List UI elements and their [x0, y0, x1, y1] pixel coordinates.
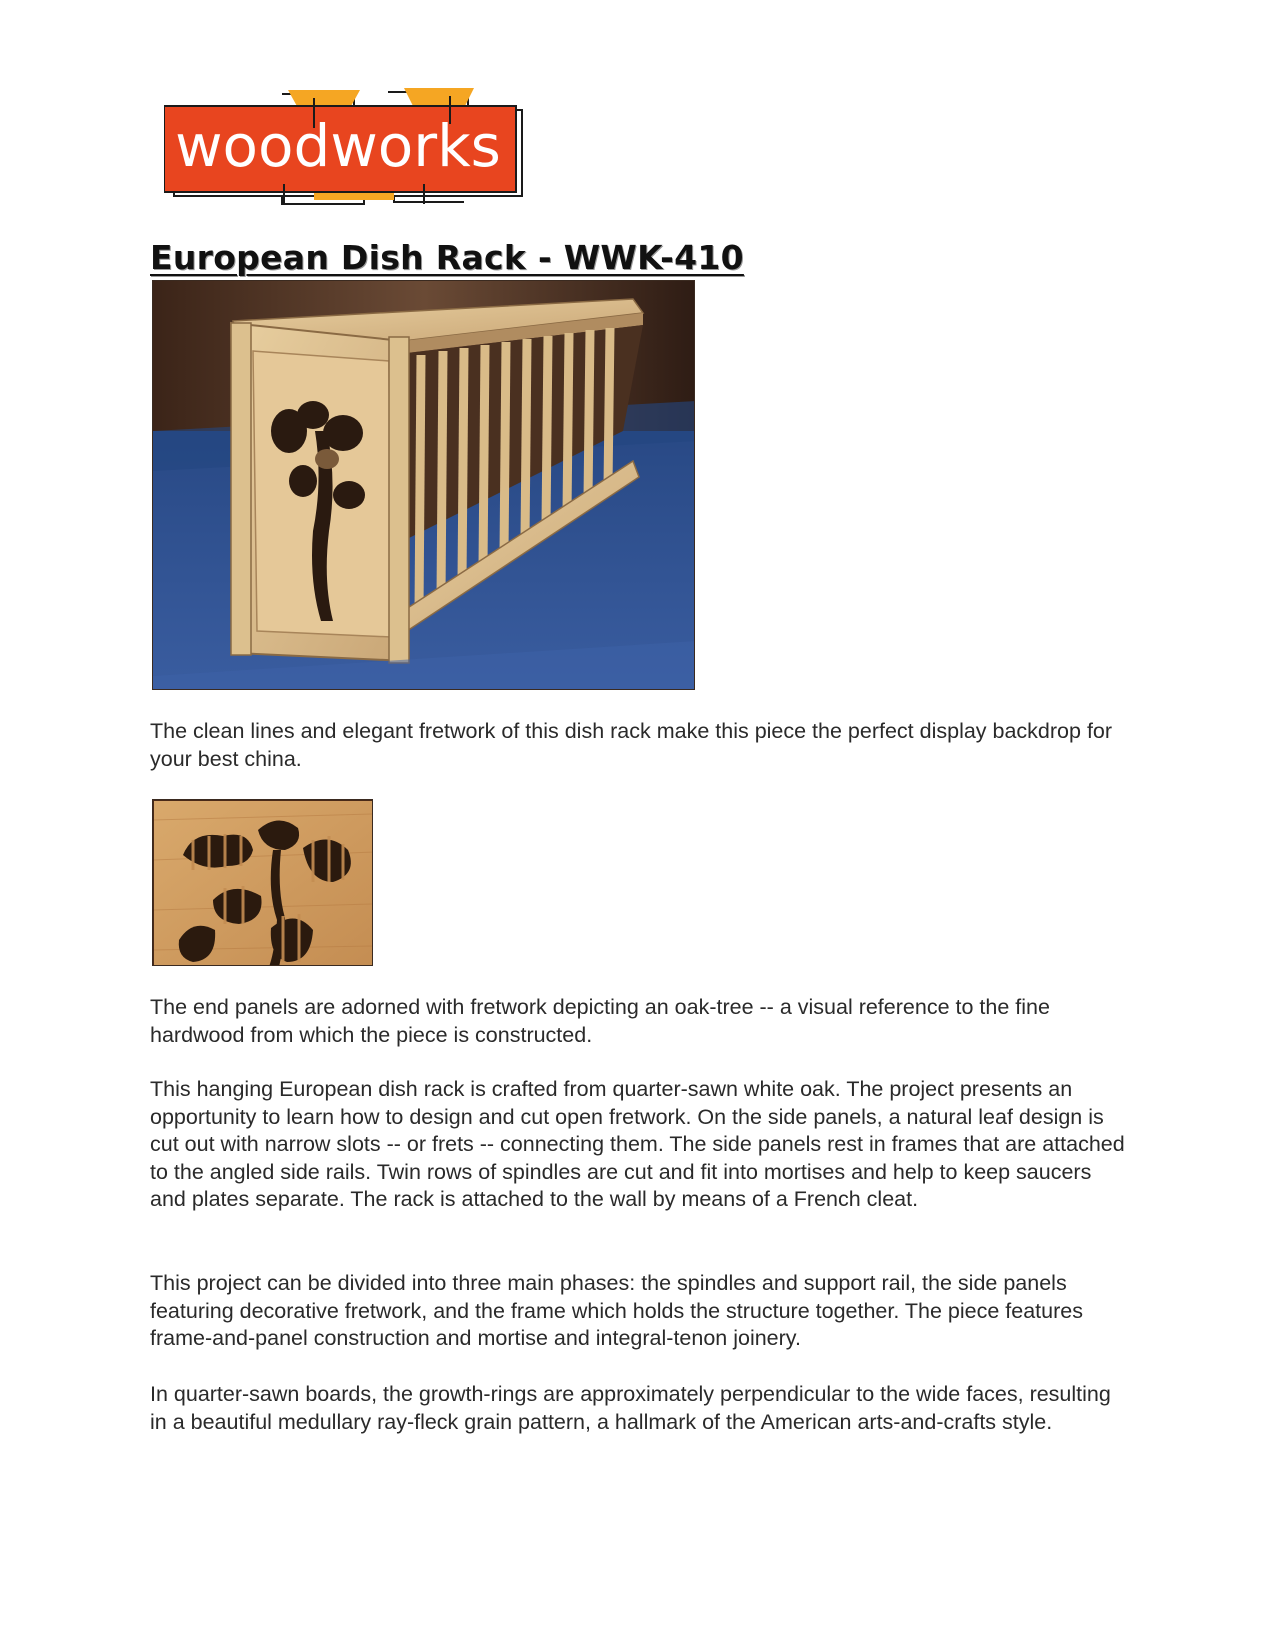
description-paragraph: This hanging European dish rack is crafted from quarter-sawn white oak. The project presents an opportunity to learn how to design and cut open fretwork. On the side panels, a natural leaf design is cut out with narrow slots -- or frets -- connecting them. The side panels rest in frames that are attached to the angled side rails. Twin rows of spindles are cut and fit into mortises and help to keep saucers and plates separate. The rack is attached to the wall by means of a French cleat.	[150, 1077, 1125, 1211]
intro-paragraph: The clean lines and elegant fretwork of this dish rack make this piece the perfect display backdrop for your best china.	[150, 719, 1113, 771]
fretwork-paragraph: The end panels are adorned with fretwork depicting an oak-tree -- a visual reference to the fine hardwood from which the piece is constructed.	[150, 995, 1050, 1047]
quarter-sawn-paragraph: In quarter-sawn boards, the growth-rings are approximately perpendicular to the wide faces, resulting in a beautiful medullary ray-fleck grain pattern, a hallmark of the American arts-and-crafts style.	[150, 1382, 1111, 1434]
logo-text: woodworks	[175, 112, 501, 180]
dish-rack-photo	[152, 280, 695, 690]
phases-paragraph: This project can be divided into three main phases: the spindles and support rail, the side panels featuring decorative fretwork, and the frame which holds the structure together. The piece features frame-and-panel construction and mortise and integral-tenon joinery.	[150, 1271, 1083, 1350]
page-title: European Dish Rack - WWK-410	[150, 238, 744, 277]
fretwork-detail-photo	[152, 799, 373, 966]
logo-graphic	[164, 88, 532, 206]
woodworks-logo	[164, 88, 532, 206]
